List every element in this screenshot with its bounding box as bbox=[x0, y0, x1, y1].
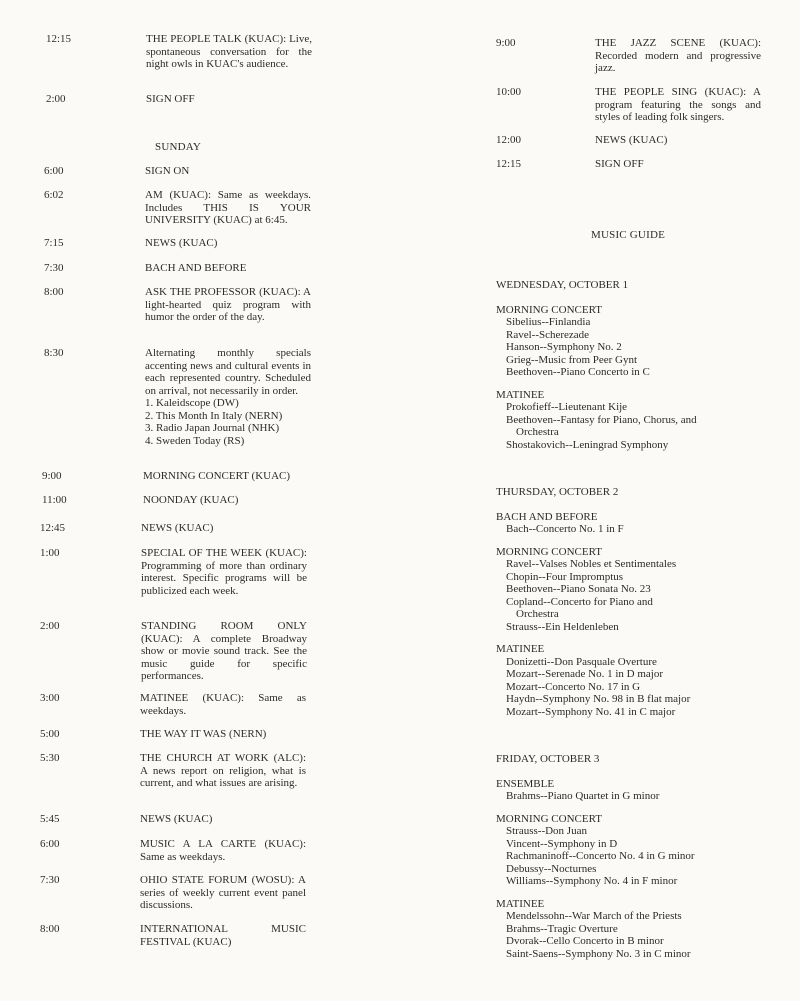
list-item: Debussy--Nocturnes bbox=[506, 862, 597, 875]
section-title: MORNING CONCERT bbox=[496, 812, 602, 825]
time-label: 7:15 bbox=[44, 237, 64, 249]
time-label: 6:00 bbox=[40, 838, 60, 850]
time-label: 11:00 bbox=[42, 494, 67, 506]
list-item: Ravel--Scherezade bbox=[506, 328, 590, 341]
list-item: Beethoven--Piano Concerto in C bbox=[506, 366, 650, 378]
day-section bbox=[496, 486, 776, 718]
program-description: AM (KUAC): Same as weekdays. Includes THIS IS YOUR UNIVERSITY (KUAC) at 6:45. bbox=[145, 189, 311, 226]
list-item: Strauss--Don Juan bbox=[506, 825, 587, 837]
list-item: Vincent--Symphony in D bbox=[506, 837, 618, 850]
section-title: ENSEMBLE bbox=[496, 777, 555, 790]
list-item: Dvorak--Cello Concerto in B minor bbox=[506, 935, 664, 947]
program-description: MUSIC A LA CARTE (KUAC): Same as weekdays. bbox=[140, 838, 306, 863]
program-description: STANDING ROOM ONLY (KUAC): A complete Broadway show or movie sound track. See the music guide for specific performances. bbox=[141, 620, 307, 682]
list-item: Prokofieff--Lieutenant Kije bbox=[506, 401, 628, 413]
time-label: 6:00 bbox=[44, 165, 64, 177]
list-item: Saint-Saens--Symphony No. 3 in C minor bbox=[506, 947, 691, 960]
day-heading: THURSDAY, OCTOBER 2 bbox=[496, 486, 619, 498]
day-section bbox=[496, 279, 776, 451]
time-label: 2:00 bbox=[40, 620, 60, 632]
day-section bbox=[496, 753, 776, 960]
list-item: Bach--Concerto No. 1 in F bbox=[506, 523, 624, 535]
time-label: 9:00 bbox=[42, 470, 62, 482]
program-description: SIGN OFF bbox=[595, 158, 644, 170]
program-description bbox=[145, 347, 311, 447]
list-item: Sibelius--Finlandia bbox=[506, 316, 591, 328]
program-description: THE PEOPLE SING (KUAC): A program featuring the songs and styles of leading folk singers. bbox=[595, 86, 761, 123]
program-description: THE PEOPLE TALK (KUAC): Live, spontaneous conversation for the night owls in KUAC's audience. bbox=[146, 33, 312, 70]
list-item: 3. Radio Japan Journal (NHK) bbox=[145, 422, 280, 434]
list-item: Orchestra bbox=[516, 608, 559, 620]
list-item: Beethoven--Fantasy for Piano, Chorus, and bbox=[506, 413, 697, 426]
program-description: SIGN ON bbox=[145, 165, 190, 177]
program-description: BACH AND BEFORE bbox=[145, 262, 247, 274]
list-item: Mozart--Serenade No. 1 in D major bbox=[506, 668, 664, 680]
time-label: 5:30 bbox=[40, 752, 60, 764]
list-item: Mozart--Symphony No. 41 in C major bbox=[506, 705, 676, 718]
time-label: 2:00 bbox=[46, 93, 66, 105]
program-description: NEWS (KUAC) bbox=[140, 813, 213, 825]
section-title: MATINEE bbox=[496, 897, 545, 910]
list-item: Williams--Symphony No. 4 in F minor bbox=[506, 875, 678, 887]
list-item: Brahms--Piano Quartet in G minor bbox=[506, 790, 660, 802]
program-description: INTERNATIONAL MUSIC FESTIVAL (KUAC) bbox=[140, 923, 306, 948]
list-item: Shostakovich--Leningrad Symphony bbox=[506, 438, 669, 451]
list-item: Hanson--Symphony No. 2 bbox=[506, 341, 622, 353]
list-item: Copland--Concerto for Piano and bbox=[506, 595, 653, 608]
section-title: MORNING CONCERT bbox=[496, 545, 602, 558]
time-label: 7:30 bbox=[40, 874, 60, 886]
time-label: 8:30 bbox=[44, 347, 64, 359]
program-description: NEWS (KUAC) bbox=[141, 522, 214, 534]
time-label: 1:00 bbox=[40, 547, 60, 559]
section-title: MATINEE bbox=[496, 388, 545, 401]
music-guide-title: MUSIC GUIDE bbox=[591, 229, 666, 241]
list-item: Mozart--Concerto No. 17 in G bbox=[506, 680, 641, 693]
program-description: NEWS (KUAC) bbox=[145, 237, 218, 249]
time-label: 3:00 bbox=[40, 692, 60, 704]
section-title: MATINEE bbox=[496, 643, 545, 655]
list-item: Ravel--Valses Nobles et Sentimentales bbox=[506, 558, 677, 570]
list-item: Mendelssohn--War March of the Priests bbox=[506, 910, 682, 922]
list-item: 1. Kaleidscope (DW) bbox=[145, 397, 239, 409]
time-label: 12:15 bbox=[46, 33, 72, 45]
time-label: 5:00 bbox=[40, 728, 60, 740]
time-label: 6:02 bbox=[44, 189, 64, 201]
time-label: 7:30 bbox=[44, 262, 64, 274]
program-description: NOONDAY (KUAC) bbox=[143, 494, 239, 506]
section-title: MORNING CONCERT bbox=[496, 303, 602, 316]
program-description: MORNING CONCERT (KUAC) bbox=[143, 470, 291, 482]
program-description: THE JAZZ SCENE (KUAC): Recorded modern and progressive jazz. bbox=[595, 37, 761, 74]
program-description: SPECIAL OF THE WEEK (KUAC): Programming of more than ordinary interest. Specific programs will be publicized each week. bbox=[141, 547, 307, 597]
program-description: OHIO STATE FORUM (WOSU): A series of weekly current event panel discussions. bbox=[140, 874, 306, 911]
list-item: Beethoven--Piano Sonata No. 23 bbox=[506, 583, 651, 595]
program-description: ASK THE PROFESSOR (KUAC): A light-hearted quiz program with humor the order of the day. bbox=[145, 286, 311, 323]
time-label: 12:15 bbox=[496, 158, 522, 170]
list-item: Orchestra bbox=[516, 426, 559, 438]
program-description: MATINEE (KUAC): Same as weekdays. bbox=[140, 692, 306, 717]
time-label: 12:45 bbox=[40, 522, 66, 534]
time-label: 9:00 bbox=[496, 37, 516, 49]
time-label: 12:00 bbox=[496, 134, 522, 146]
program-description: THE CHURCH AT WORK (ALC): A news report on religion, what is current, and what issues are arising. bbox=[140, 752, 306, 789]
list-item: Brahms--Tragic Overture bbox=[506, 922, 618, 935]
list-item: 2. This Month In Italy (NERN) bbox=[145, 409, 283, 422]
list-item: Rachmaninoff--Concerto No. 4 in G minor bbox=[506, 850, 695, 862]
time-label: 5:45 bbox=[40, 813, 60, 825]
list-item: 4. Sweden Today (RS) bbox=[145, 434, 245, 447]
day-heading: FRIDAY, OCTOBER 3 bbox=[496, 753, 600, 765]
day-heading: SUNDAY bbox=[155, 141, 202, 153]
time-label: 8:00 bbox=[40, 923, 60, 935]
program-description: SIGN OFF bbox=[146, 93, 195, 105]
list-item: Grieg--Music from Peer Gynt bbox=[506, 353, 638, 366]
list-item: Haydn--Symphony No. 98 in B flat major bbox=[506, 693, 691, 705]
program-description: NEWS (KUAC) bbox=[595, 134, 668, 146]
list-item: Strauss--Ein Heldenleben bbox=[506, 620, 619, 633]
program-description-text: Alternating monthly specials accenting news and cultural events in each represented country. Scheduled on arrival, not necessarily in order. bbox=[145, 347, 311, 397]
program-description: THE WAY IT WAS (NERN) bbox=[140, 728, 267, 740]
list-item: Donizetti--Don Pasquale Overture bbox=[506, 655, 657, 668]
list-item: Chopin--Four Impromptus bbox=[506, 570, 624, 583]
day-heading: WEDNESDAY, OCTOBER 1 bbox=[496, 279, 629, 291]
time-label: 8:00 bbox=[44, 286, 64, 298]
section-title: BACH AND BEFORE bbox=[496, 510, 598, 523]
time-label: 10:00 bbox=[496, 86, 522, 98]
